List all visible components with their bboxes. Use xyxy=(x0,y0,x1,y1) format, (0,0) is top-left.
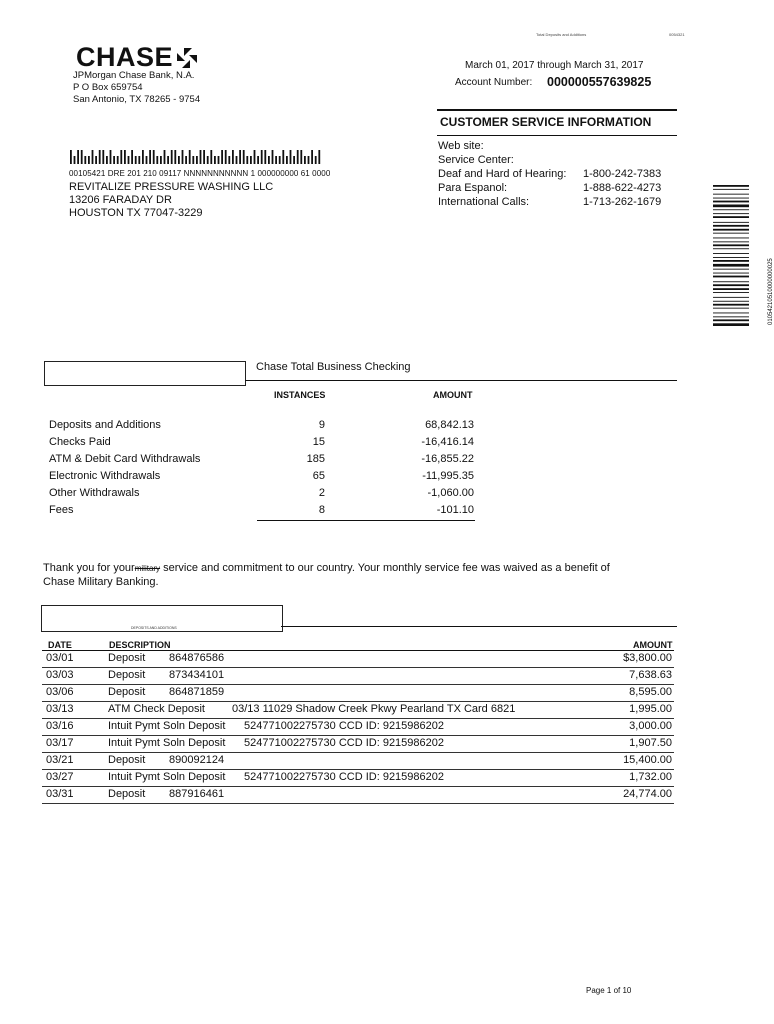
summary-label: Other Withdrawals xyxy=(49,487,140,499)
deposits-header-rule xyxy=(42,650,674,651)
summary-row xyxy=(49,502,474,519)
cs-row-value: 1-713-262-1679 xyxy=(583,196,662,208)
summary-label: ATM & Debit Card Withdrawals xyxy=(49,453,201,465)
military-message xyxy=(43,562,683,588)
summary-label: Checks Paid xyxy=(49,436,111,448)
customer-name: REVITALIZE PRESSURE WASHING LLC xyxy=(69,181,274,193)
account-number-label: Account Number: xyxy=(455,77,533,88)
row-amount: 7,638.63 xyxy=(629,669,672,681)
col-amount-header: AMOUNT xyxy=(633,640,673,650)
row-description: Deposit xyxy=(108,652,146,664)
cs-row-label: Service Center: xyxy=(438,154,514,166)
row-date: 03/16 xyxy=(46,720,74,732)
table-row xyxy=(42,786,674,804)
table-row xyxy=(42,718,674,736)
bank-po-box: P O Box 659754 xyxy=(73,82,143,93)
message-start: Thank you for your xyxy=(43,562,135,574)
chase-logo xyxy=(76,44,197,71)
row-detail: 524771002275730 CCD ID: 9215986202 xyxy=(244,720,444,732)
row-detail: 864871859 xyxy=(169,686,225,698)
summary-amount: -16,416.14 xyxy=(421,436,474,448)
row-date: 03/01 xyxy=(46,652,74,664)
summary-amount: 68,842.13 xyxy=(425,419,474,431)
message-line-2: Chase Military Banking. xyxy=(43,575,159,588)
row-amount: 1,995.00 xyxy=(629,703,672,715)
chase-octagon-icon xyxy=(177,48,197,68)
mailing-address xyxy=(69,181,273,220)
deposits-label-box xyxy=(41,605,283,632)
message-line-1 xyxy=(43,562,683,576)
col-description-header: DESCRIPTION xyxy=(109,640,171,650)
col-instances-header: INSTANCES xyxy=(274,390,326,400)
row-detail: 524771002275730 CCD ID: 9215986202 xyxy=(244,737,444,749)
cs-row-value: 1-888-622-4273 xyxy=(583,182,662,194)
summary-row xyxy=(49,468,474,485)
summary-title: Chase Total Business Checking xyxy=(256,361,411,373)
bank-city: San Antonio, TX 78265 - 9754 xyxy=(73,94,201,105)
summary-instances: 15 xyxy=(312,436,325,448)
row-description: Deposit xyxy=(108,754,146,766)
side-barcode-icon xyxy=(713,185,749,325)
table-row xyxy=(42,769,674,787)
row-detail: 864876586 xyxy=(169,652,225,664)
side-code xyxy=(761,185,774,325)
mailing-code-line: 00105421 DRE 201 210 09117 NNNNNNNNNNN 1 000000000 61 0000 xyxy=(69,169,331,178)
deposits-rule xyxy=(281,626,677,627)
row-amount: 1,907.50 xyxy=(629,737,672,749)
row-detail: 524771002275730 CCD ID: 9215986202 xyxy=(244,771,444,783)
summary-instances: 2 xyxy=(318,487,325,499)
summary-row xyxy=(49,451,474,468)
summary-instances: 8 xyxy=(318,504,325,516)
row-date: 03/03 xyxy=(46,669,74,681)
row-description: Intuit Pymt Soln Deposit xyxy=(108,737,226,749)
bank-name: JPMorgan Chase Bank, N.A. xyxy=(73,70,195,81)
row-detail: 873434101 xyxy=(169,669,225,681)
cs-row-label: International Calls: xyxy=(438,196,530,208)
bank-address xyxy=(73,70,200,106)
cs-row xyxy=(437,181,677,195)
row-amount: 15,400.00 xyxy=(623,754,672,766)
row-description: Intuit Pymt Soln Deposit xyxy=(108,771,226,783)
cs-row-label: Para Espanol: xyxy=(438,182,508,194)
summary-amount: -101.10 xyxy=(436,504,474,516)
row-detail: 03/13 11029 Shadow Creek Pkwy Pearland TX Card 6821 xyxy=(232,703,516,715)
summary-rule xyxy=(245,380,677,381)
row-description: Intuit Pymt Soln Deposit xyxy=(108,720,226,732)
summary-row xyxy=(49,417,474,434)
summary-instances: 65 xyxy=(312,470,325,482)
cs-row-label: Deaf and Hard of Hearing: xyxy=(438,168,567,180)
summary-table xyxy=(49,417,474,519)
row-date: 03/06 xyxy=(46,686,74,698)
postal-barcode-icon xyxy=(69,150,323,164)
customer-city: HOUSTON TX 77047-3229 xyxy=(69,207,203,219)
row-amount: $3,800.00 xyxy=(623,652,672,664)
row-description: Deposit xyxy=(108,686,146,698)
row-amount: 8,595.00 xyxy=(629,686,672,698)
summary-amount: -11,995.35 xyxy=(422,470,474,482)
summary-bottom-rule xyxy=(257,520,475,521)
summary-label: Fees xyxy=(49,504,74,516)
col-date-header: DATE xyxy=(48,640,72,650)
row-date: 03/17 xyxy=(46,737,74,749)
row-date: 03/13 xyxy=(46,703,74,715)
account-number: 000000557639825 xyxy=(547,75,652,89)
message-struck-word: military xyxy=(134,564,161,573)
cs-row xyxy=(437,139,677,153)
cs-row xyxy=(437,195,677,209)
row-description: Deposit xyxy=(108,669,146,681)
cs-row xyxy=(437,167,677,181)
col-amount-header: AMOUNT xyxy=(433,390,473,400)
customer-street: 13206 FARADAY DR xyxy=(69,194,172,206)
table-row xyxy=(42,752,674,770)
row-description: ATM Check Deposit xyxy=(108,703,205,715)
summary-amount: -1,060.00 xyxy=(427,487,474,499)
side-code-text: 01054210510000000025 xyxy=(768,258,774,325)
table-row xyxy=(42,684,674,702)
top-code-note: 0054321 xyxy=(669,32,685,37)
row-amount: 24,774.00 xyxy=(623,788,672,800)
cs-row xyxy=(437,153,677,167)
row-date: 03/21 xyxy=(46,754,74,766)
summary-instances: 185 xyxy=(306,453,325,465)
row-detail: 890092124 xyxy=(169,754,225,766)
summary-label: Deposits and Additions xyxy=(49,419,161,431)
summary-label: Electronic Withdrawals xyxy=(49,470,161,482)
table-row xyxy=(42,701,674,719)
cs-row-value: 1-800-242-7383 xyxy=(583,168,662,180)
summary-instances: 9 xyxy=(318,419,325,431)
statement-period: March 01, 2017 through March 31, 2017 xyxy=(465,60,644,71)
summary-row xyxy=(49,434,474,451)
deposits-box-label: DEPOSITS AND ADDITIONS xyxy=(131,626,177,630)
row-amount: 3,000.00 xyxy=(629,720,672,732)
page-number: Page 1 of 10 xyxy=(586,986,632,995)
message-rest: service and commitment to our country. Your monthly service fee was waived as a benefit of xyxy=(163,562,610,574)
customer-service-rows xyxy=(437,139,677,209)
customer-service-title: CUSTOMER SERVICE INFORMATION xyxy=(437,111,677,136)
cs-row-label: Web site: xyxy=(438,140,484,152)
table-row xyxy=(42,735,674,753)
top-section-note: Total Deposits and Additions xyxy=(536,32,587,37)
row-date: 03/31 xyxy=(46,788,74,800)
row-date: 03/27 xyxy=(46,771,74,783)
summary-amount: -16,855.22 xyxy=(421,453,474,465)
section-label-box xyxy=(44,361,246,386)
customer-service-box xyxy=(437,109,677,209)
summary-row xyxy=(49,485,474,502)
table-row xyxy=(42,650,674,668)
row-detail: 887916461 xyxy=(169,788,225,800)
chase-logo-text: CHASE xyxy=(76,42,174,72)
table-row xyxy=(42,667,674,685)
row-description: Deposit xyxy=(108,788,146,800)
row-amount: 1,732.00 xyxy=(629,771,672,783)
